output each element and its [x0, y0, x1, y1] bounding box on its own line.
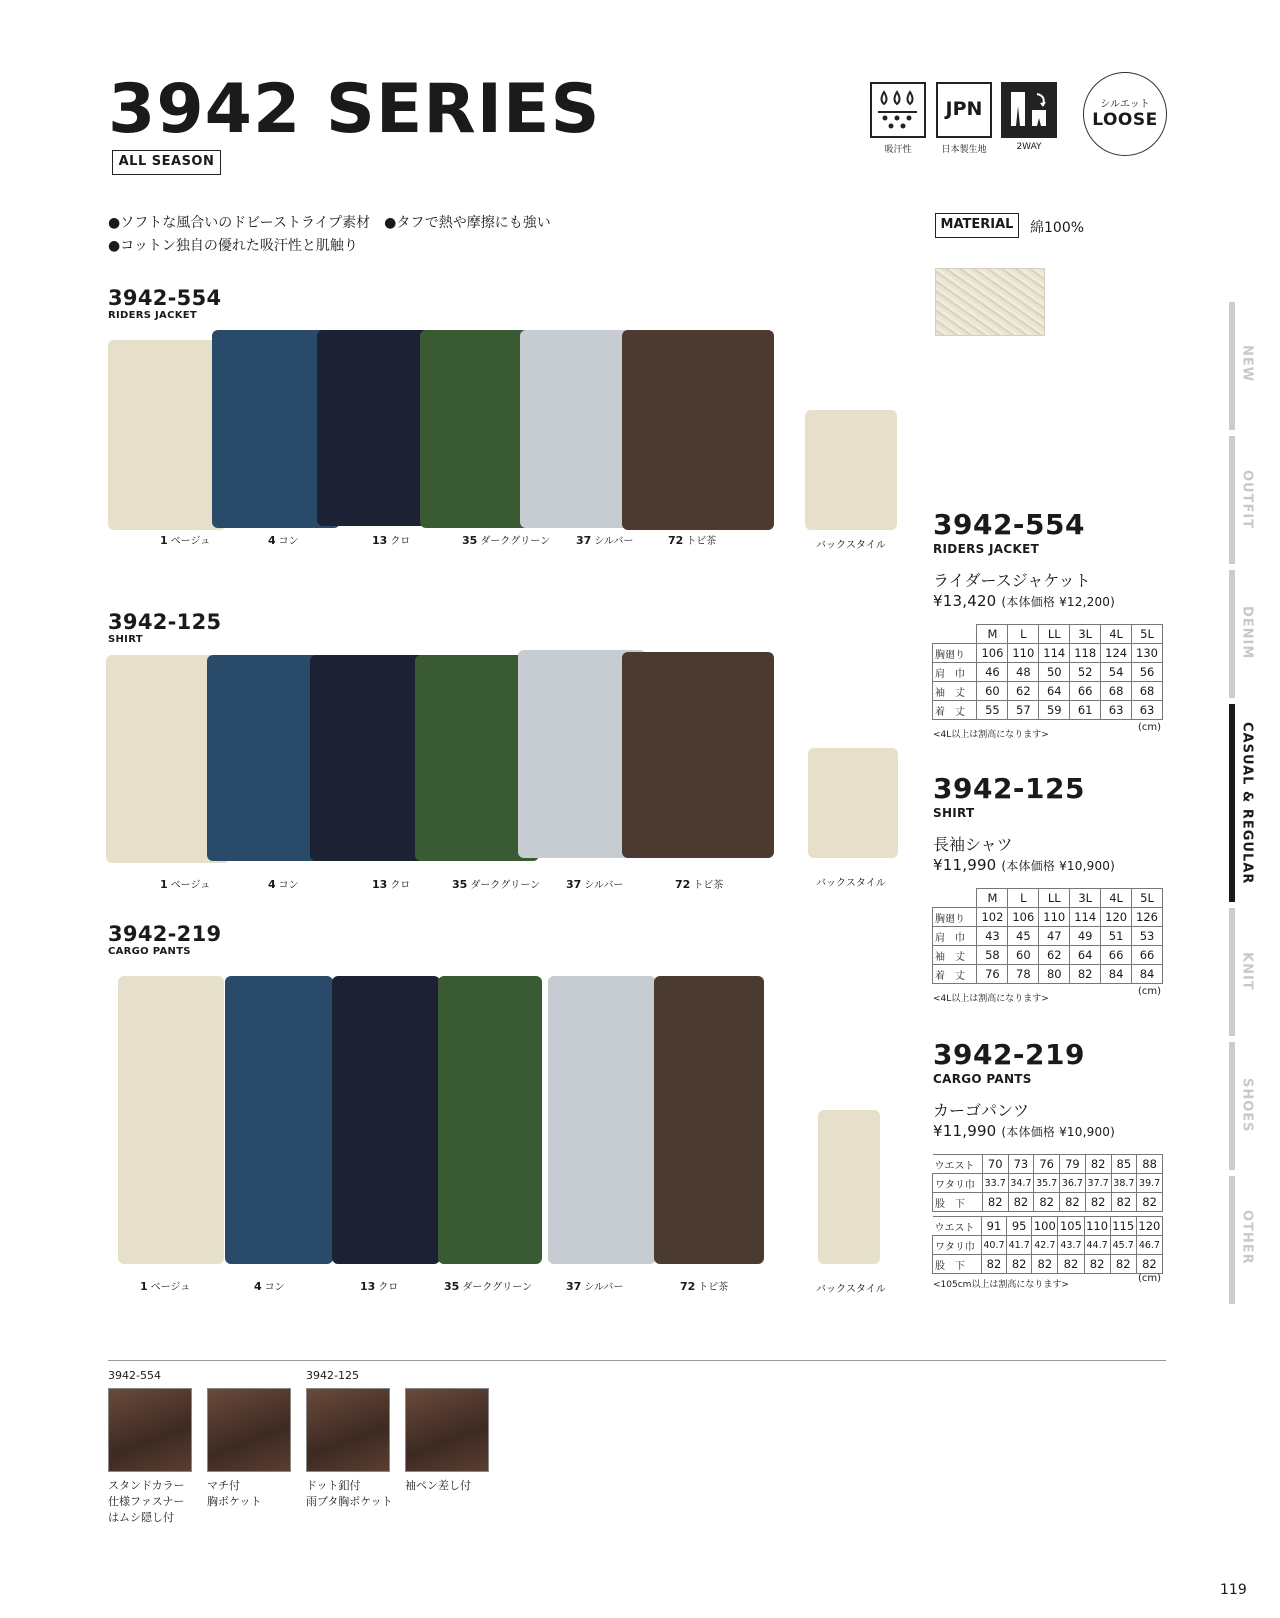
tab-other[interactable]: OTHER — [1239, 1210, 1255, 1265]
shirt-color-5: 37 シルバー — [566, 878, 624, 891]
divider — [108, 1360, 1166, 1361]
jacket-color-4: 35 ダークグリーン — [462, 534, 551, 547]
spec-jp-shirt: 長袖シャツ — [933, 835, 1013, 854]
detail-image-pen-slot — [405, 1388, 489, 1472]
feature-line-2: ●コットン独自の優れた吸汗性と肌触り — [108, 238, 358, 254]
spec-code-shirt: 3942-125 — [933, 772, 1085, 805]
pants-image-navy — [225, 976, 333, 1264]
spec-note-shirt: <4L以上は割高になります> — [933, 994, 1049, 1004]
pants-image-silver — [548, 976, 656, 1264]
size-table-pants-2: ウエスト 91 95 100 105 110 115 120 ワタリ巾 40.7 41.7 42.7 43.7 44.7 45.7 46.7 股 下 82 82 82 82 82 82 82 — [932, 1216, 1163, 1274]
shirt-color-6: 72 トビ茶 — [675, 878, 724, 891]
pants-back-label: バックスタイル — [816, 1284, 886, 1295]
pants-color-6: 72 トビ茶 — [680, 1280, 729, 1293]
spec-price-pants: ¥11,990 (本体価格 ¥10,900) — [933, 1122, 1116, 1140]
silhouette-label: シルエット — [1100, 99, 1150, 110]
spec-unit-jacket: (cm) — [1138, 722, 1162, 733]
pants-color-1: 1 ベージュ — [140, 1280, 191, 1293]
absorbent-label: 吸汗性 — [884, 145, 912, 155]
spec-note-jacket: <4L以上は割高になります> — [933, 730, 1049, 740]
spec-code-pants: 3942-219 — [933, 1038, 1085, 1071]
detail-caption-dot-button: ドット釦付 雨ブタ胸ポケット — [306, 1479, 393, 1508]
section-name-jacket: RIDERS JACKET — [108, 310, 198, 321]
jacket-color-1: 1 ベージュ — [160, 534, 211, 547]
section-code-jacket: 3942-554 — [108, 286, 222, 310]
shirt-back-image — [808, 748, 898, 858]
shirt-color-2: 4 コン — [268, 878, 299, 891]
spec-jp-jacket: ライダースジャケット — [933, 571, 1091, 590]
tab-new[interactable]: NEW — [1239, 345, 1255, 383]
size-table-jacket: M L LL 3L 4L 5L 胸廻り 106 110 114 118 124 130 肩 巾 46 48 50 52 54 56 袖 丈 60 62 64 66 68 68 着 丈 55 57 59 61 63 63 — [932, 624, 1163, 720]
two-way-label: 2WAY — [1016, 142, 1042, 152]
silhouette-value: LOOSE — [1092, 110, 1158, 130]
silhouette-badge — [1083, 72, 1167, 156]
pants-color-3: 13 クロ — [360, 1280, 399, 1293]
shirt-image-brown — [622, 652, 774, 858]
season-badge: ALL SEASON — [112, 150, 221, 175]
spec-name-jacket: RIDERS JACKET — [933, 542, 1040, 556]
pants-image-green — [438, 976, 542, 1264]
spec-name-pants: CARGO PANTS — [933, 1072, 1032, 1086]
tab-knit[interactable]: KNIT — [1239, 952, 1255, 991]
jacket-color-2: 4 コン — [268, 534, 299, 547]
tab-shoes[interactable]: SHOES — [1239, 1078, 1255, 1133]
spec-name-shirt: SHIRT — [933, 806, 975, 820]
spec-unit-pants: (cm) — [1138, 1273, 1162, 1284]
pants-back-image — [818, 1110, 880, 1264]
shirt-color-4: 35 ダークグリーン — [452, 878, 541, 891]
feature-line-1: ●ソフトな風合いのドビーストライプ素材 ●タフで熱や摩擦にも強い — [108, 215, 551, 231]
detail-caption-pocket: マチ付 胸ポケット — [207, 1479, 262, 1508]
size-table-pants-1: ウエスト 70 73 76 79 82 85 88 ワタリ巾 33.7 34.7 35.7 36.7 37.7 38.7 39.7 股 下 82 82 82 82 82 82 82 — [932, 1154, 1163, 1212]
spec-price-shirt: ¥11,990 (本体価格 ¥10,900) — [933, 856, 1116, 874]
page-number: 119 — [1220, 1582, 1247, 1598]
detail-caption-pen-slot: 袖ペン差し付 — [405, 1479, 471, 1492]
size-table-shirt: M L LL 3L 4L 5L 胸廻り 102 106 110 114 120 126 肩 巾 43 45 47 49 51 53 袖 丈 58 60 62 64 66 66 着 丈 76 78 80 82 84 84 — [932, 888, 1163, 984]
jacket-back-image — [805, 410, 897, 530]
jacket-image-beige — [108, 340, 226, 530]
jpn-label: 日本製生地 — [941, 145, 987, 155]
pants-image-brown — [654, 976, 764, 1264]
detail-image-pocket — [207, 1388, 291, 1472]
jpn-icon: JPN — [936, 82, 992, 138]
section-code-pants: 3942-219 — [108, 922, 222, 946]
spec-price-jacket: ¥13,420 (本体価格 ¥12,200) — [933, 592, 1116, 610]
material-value: 綿100% — [1030, 220, 1085, 236]
pants-color-5: 37 シルバー — [566, 1280, 624, 1293]
pants-color-4: 35 ダークグリーン — [444, 1280, 533, 1293]
section-name-pants: CARGO PANTS — [108, 946, 191, 957]
absorbent-icon — [870, 82, 926, 138]
jacket-color-3: 13 クロ — [372, 534, 411, 547]
material-label: MATERIAL — [935, 213, 1019, 238]
detail-caption-collar: スタンドカラー 仕様ファスナー はムシ隠し付 — [108, 1479, 185, 1524]
pants-image-black — [332, 976, 440, 1264]
two-way-icon — [1001, 82, 1057, 138]
jacket-image-brown — [622, 330, 774, 530]
spec-note-pants: <105cm以上は割高になります> — [933, 1280, 1069, 1290]
spec-code-jacket: 3942-554 — [933, 508, 1085, 541]
section-name-shirt: SHIRT — [108, 634, 143, 645]
shirt-color-3: 13 クロ — [372, 878, 411, 891]
detail-image-collar — [108, 1388, 192, 1472]
spec-jp-pants: カーゴパンツ — [933, 1101, 1030, 1120]
detail-label-shirt: 3942-125 — [306, 1369, 359, 1382]
tab-outfit[interactable]: OUTFIT — [1239, 470, 1255, 530]
section-code-shirt: 3942-125 — [108, 610, 222, 634]
pants-color-2: 4 コン — [254, 1280, 285, 1293]
jacket-back-label: バックスタイル — [816, 540, 886, 551]
fabric-swatch — [935, 268, 1045, 336]
spec-unit-shirt: (cm) — [1138, 986, 1162, 997]
shirt-color-1: 1 ベージュ — [160, 878, 211, 891]
tab-casual-regular[interactable]: CASUAL & REGULAR — [1239, 722, 1255, 885]
page-title: 3942 SERIES — [108, 70, 601, 149]
jacket-color-6: 72 トビ茶 — [668, 534, 717, 547]
tab-denim[interactable]: DENIM — [1239, 606, 1255, 660]
detail-image-dot-button — [306, 1388, 390, 1472]
shirt-back-label: バックスタイル — [816, 878, 886, 889]
detail-label-jacket: 3942-554 — [108, 1369, 161, 1382]
pants-image-beige — [118, 976, 224, 1264]
jacket-color-5: 37 シルバー — [576, 534, 634, 547]
